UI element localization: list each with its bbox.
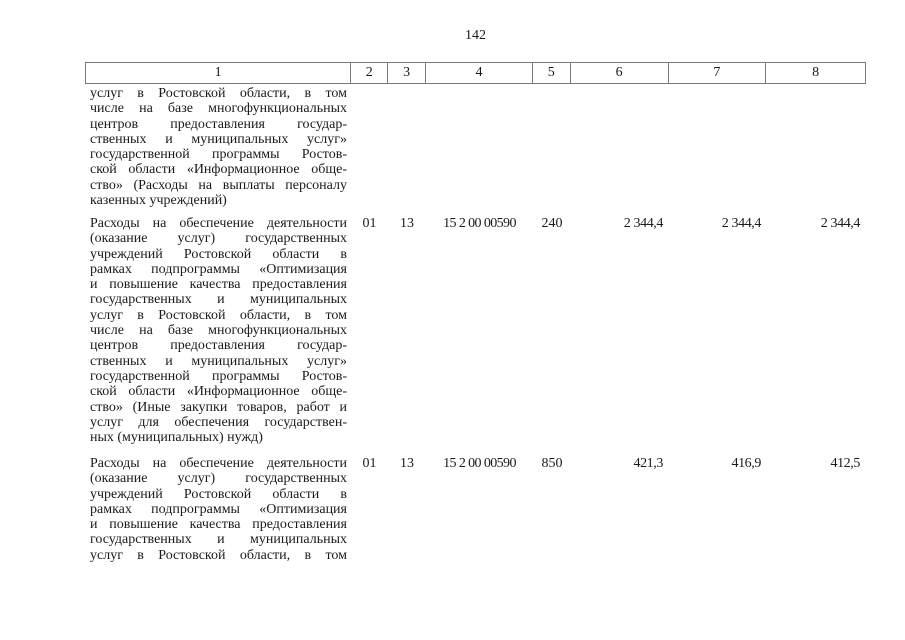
text-line: ство» (Расходы на выплаты персоналу bbox=[90, 177, 347, 193]
cell-amount-3: 412,5 bbox=[830, 456, 860, 471]
table-header bbox=[85, 62, 866, 84]
header-col-3: 3 bbox=[388, 63, 426, 83]
text-line: числе на базе многофункциональных bbox=[90, 323, 347, 339]
cell-target-code: 15 2 00 00590 bbox=[443, 216, 516, 231]
cell-amount-2: 416,9 bbox=[731, 456, 761, 471]
text-line: услуг в Ростовской области, в том bbox=[90, 86, 347, 101]
cell-subsection: 13 bbox=[400, 456, 414, 471]
text-line: рамках подпрограммы «Оптимизация bbox=[90, 501, 347, 517]
text-line: услуг для обеспечения государствен- bbox=[90, 414, 347, 430]
text-line: (оказание услуг) государственных bbox=[90, 231, 347, 247]
cell-amount-2: 2 344,4 bbox=[721, 216, 761, 231]
text-line: государственной программы Ростов- bbox=[90, 147, 347, 163]
text-line: ственных и муниципальных услуг» bbox=[90, 353, 347, 369]
text-line: центров предоставления государ- bbox=[90, 116, 347, 132]
header-col-5: 5 bbox=[533, 63, 571, 83]
text-line: учреждений Ростовской области в bbox=[90, 246, 347, 262]
text-line: Расходы на обеспечение деятельности bbox=[90, 216, 347, 231]
header-col-4: 4 bbox=[426, 63, 533, 83]
text-line: рамках подпрограммы «Оптимизация bbox=[90, 261, 347, 277]
text-line: числе на базе многофункциональных bbox=[90, 101, 347, 117]
header-col-8: 8 bbox=[812, 65, 820, 80]
header-col-1: 1 bbox=[86, 63, 351, 83]
text-line: услуг в Ростовской области, в том bbox=[90, 547, 347, 563]
cell-section: 01 bbox=[362, 456, 377, 471]
text-line: ство» (Иные закупки товаров, работ и bbox=[90, 399, 347, 415]
text-line: (оказание услуг) государственных bbox=[90, 471, 347, 487]
cell-amount-1: 2 344,4 bbox=[623, 216, 663, 231]
text-line: государственных и муниципальных bbox=[90, 292, 347, 308]
page-number: 142 bbox=[465, 28, 486, 43]
text-line: и повышение качества предоставления bbox=[90, 517, 347, 533]
text-line: ственных и муниципальных услуг» bbox=[90, 131, 347, 147]
cell-section: 01 bbox=[362, 216, 377, 231]
header-col-6: 6 bbox=[571, 63, 669, 83]
text-line: услуг в Ростовской области, в том bbox=[90, 307, 347, 323]
cell-subsection: 13 bbox=[400, 216, 414, 231]
cell-amount-1: 421,3 bbox=[633, 456, 663, 471]
cell-amount-3: 2 344,4 bbox=[820, 216, 860, 231]
row-description bbox=[90, 456, 347, 563]
text-line: казенных учреждений) bbox=[90, 193, 227, 209]
text-line: ных (муниципальных) нужд) bbox=[90, 430, 263, 446]
text-line: учреждений Ростовской области в bbox=[90, 486, 347, 502]
row-description bbox=[90, 86, 347, 208]
cell-expense-type: 850 bbox=[541, 456, 563, 471]
text-line: ской области «Информационное обще- bbox=[90, 384, 347, 400]
header-col-7: 7 bbox=[669, 63, 767, 83]
text-line: центров предоставления государ- bbox=[90, 338, 347, 354]
text-line: ской области «Информационное обще- bbox=[90, 162, 347, 178]
row-description bbox=[90, 216, 347, 445]
text-line: государственных и муниципальных bbox=[90, 532, 347, 548]
text-line: Расходы на обеспечение деятельности bbox=[90, 456, 347, 471]
text-line: государственной программы Ростов- bbox=[90, 368, 347, 384]
cell-target-code: 15 2 00 00590 bbox=[443, 456, 516, 471]
cell-expense-type: 240 bbox=[541, 216, 563, 231]
text-line: и повышение качества предоставления bbox=[90, 277, 347, 293]
header-col-2: 2 bbox=[351, 63, 388, 83]
